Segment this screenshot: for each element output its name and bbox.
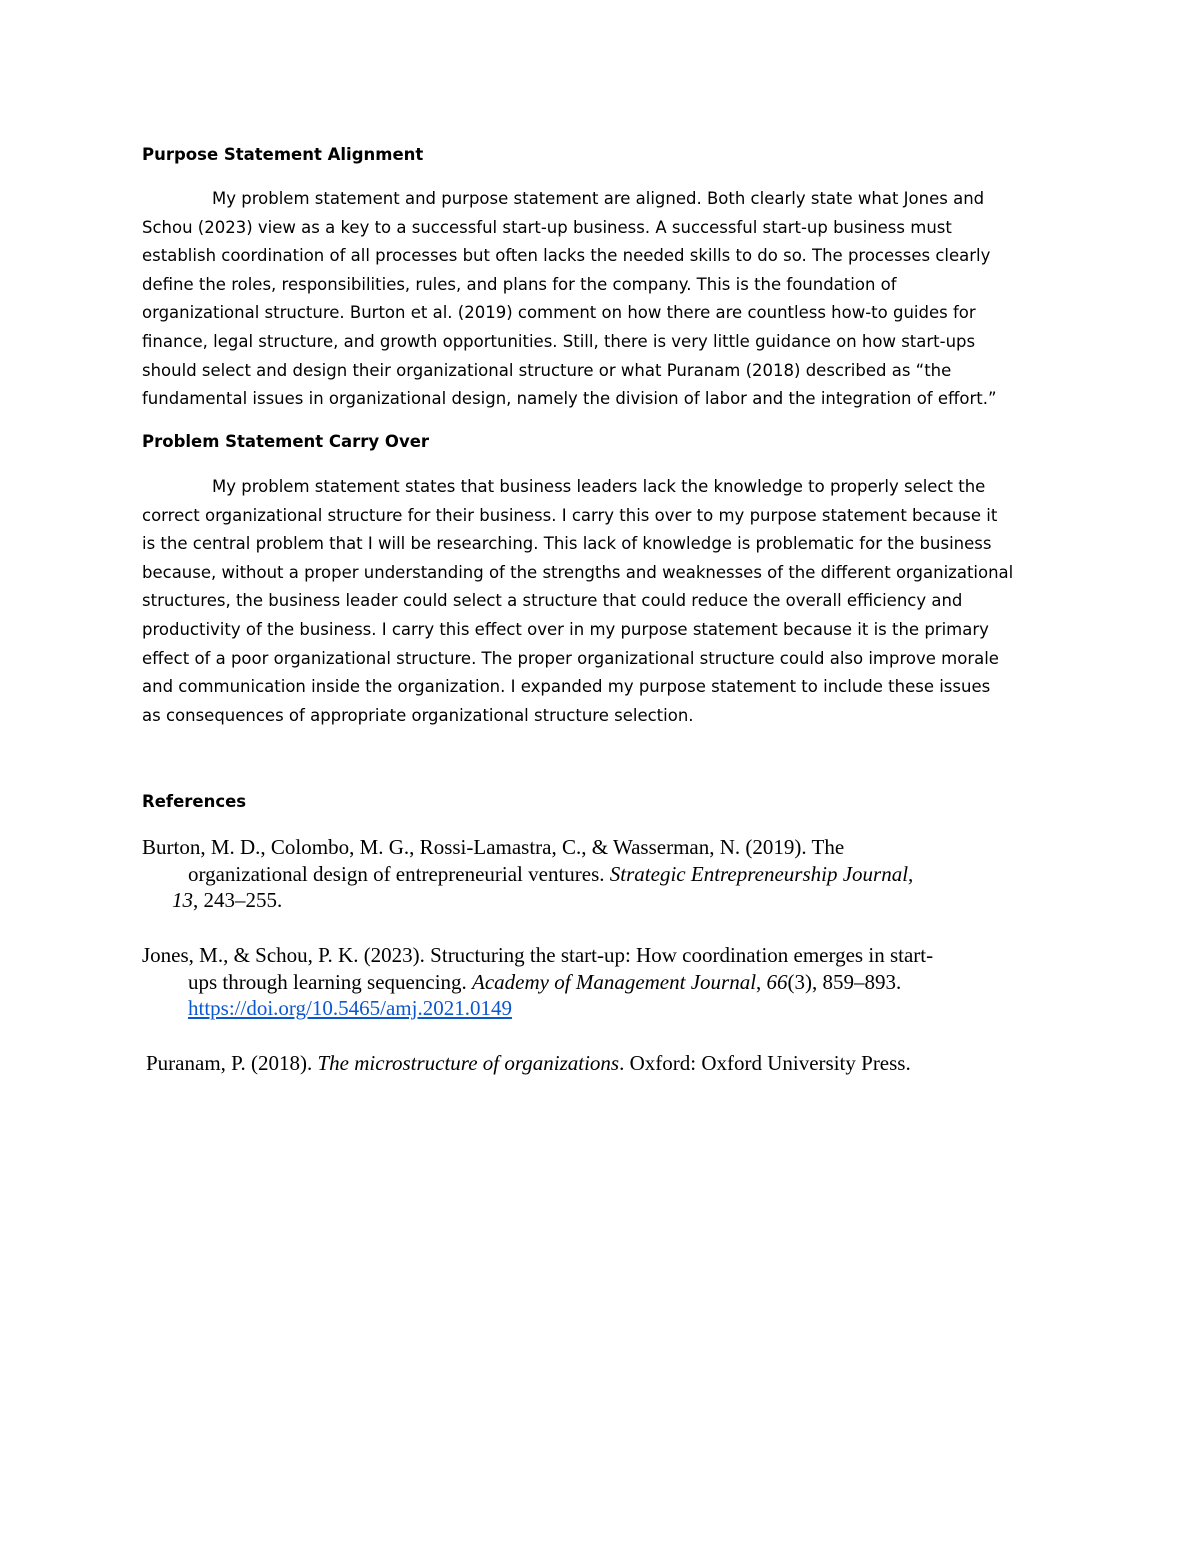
journal-volume: 13 bbox=[172, 888, 193, 913]
journal-title: Academy of Management Journal bbox=[472, 969, 757, 994]
carryover-line: because, without a proper understanding of the strengths and weaknesses of the different organizational bbox=[142, 562, 1014, 582]
reference-text: Puranam, P. (2018). bbox=[146, 1051, 318, 1075]
purpose-line: should select and design their organizational structure or what Puranam (2018) described as “the bbox=[142, 360, 952, 380]
journal-title: Strategic Entrepreneurship Journal, bbox=[609, 861, 914, 886]
reference-text: . Oxford: Oxford University Press. bbox=[619, 1051, 911, 1075]
carryover-line: is the central problem that I will be researching. This lack of knowledge is problematic for the business bbox=[142, 534, 992, 554]
reference-line: Jones, M., & Schou, P. K. (2023). Structuring the start-up: How coordination emerges in start- bbox=[142, 943, 934, 967]
purpose-line: define the roles, responsibilities, rules, and plans for the company. This is the foundation of bbox=[142, 274, 897, 294]
purpose-line: organizational structure. Burton et al. (2019) comment on how there are countless how-to guides for bbox=[142, 303, 976, 323]
reference-line bbox=[142, 969, 1042, 996]
doi-link[interactable]: https://doi.org/10.5465/amj.2021.0149 bbox=[188, 996, 512, 1021]
reference-text: ups through learning sequencing. bbox=[188, 969, 473, 994]
purpose-heading: Purpose Statement Alignment bbox=[142, 145, 424, 164]
carryover-line: as consequences of appropriate organizational structure selection. bbox=[142, 705, 694, 725]
carryover-paragraph bbox=[142, 473, 1072, 730]
purpose-line: establish coordination of all processes but often lacks the needed skills to do so. The processes clearly bbox=[142, 246, 991, 266]
book-title: The microstructure of organizations bbox=[317, 1051, 620, 1075]
purpose-line: finance, legal structure, and growth opportunities. Still, there is very little guidance on how start-ups bbox=[142, 331, 976, 351]
reference-text: organizational design of entrepreneurial ventures. bbox=[188, 861, 610, 886]
purpose-line: fundamental issues in organizational design, namely the division of labor and the integration of effort.” bbox=[142, 389, 997, 409]
reference-text: (3), 859–893. bbox=[787, 969, 902, 994]
purpose-line: My problem statement and purpose statement are aligned. Both clearly state what Jones and bbox=[212, 189, 985, 208]
reference-line bbox=[142, 995, 1042, 1022]
carryover-line: and communication inside the organization. I expanded my purpose statement to include these issues bbox=[142, 677, 991, 697]
carryover-line: effect of a poor organizational structure. The proper organizational structure could also improve morale bbox=[142, 648, 999, 668]
carryover-heading: Problem Statement Carry Over bbox=[142, 432, 430, 451]
purpose-line: Schou (2023) view as a key to a successful start-up business. A successful start-up business must bbox=[142, 217, 952, 237]
reference-line bbox=[142, 887, 1042, 914]
reference-line bbox=[142, 861, 1042, 888]
references-heading: References bbox=[142, 792, 247, 811]
carryover-line: correct organizational structure for their business. I carry this over to my purpose statement because it bbox=[142, 505, 998, 525]
reference-line bbox=[146, 1050, 1046, 1077]
reference-puranam bbox=[146, 1050, 1046, 1077]
reference-text: , 243–255. bbox=[193, 888, 283, 913]
carryover-line: My problem statement states that business leaders lack the knowledge to properly select the bbox=[212, 477, 986, 496]
carryover-line: productivity of the business. I carry this effect over in my purpose statement because it is the primary bbox=[142, 619, 989, 639]
reference-text: , bbox=[756, 969, 767, 994]
reference-line: Burton, M. D., Colombo, M. G., Rossi-Lamastra, C., & Wasserman, N. (2019). The bbox=[142, 835, 845, 859]
reference-burton bbox=[142, 834, 1042, 914]
journal-volume: 66 bbox=[766, 969, 788, 994]
carryover-line: structures, the business leader could select a structure that could reduce the overall efficiency and bbox=[142, 591, 963, 611]
purpose-paragraph bbox=[142, 185, 1072, 414]
reference-jones bbox=[142, 942, 1042, 1022]
